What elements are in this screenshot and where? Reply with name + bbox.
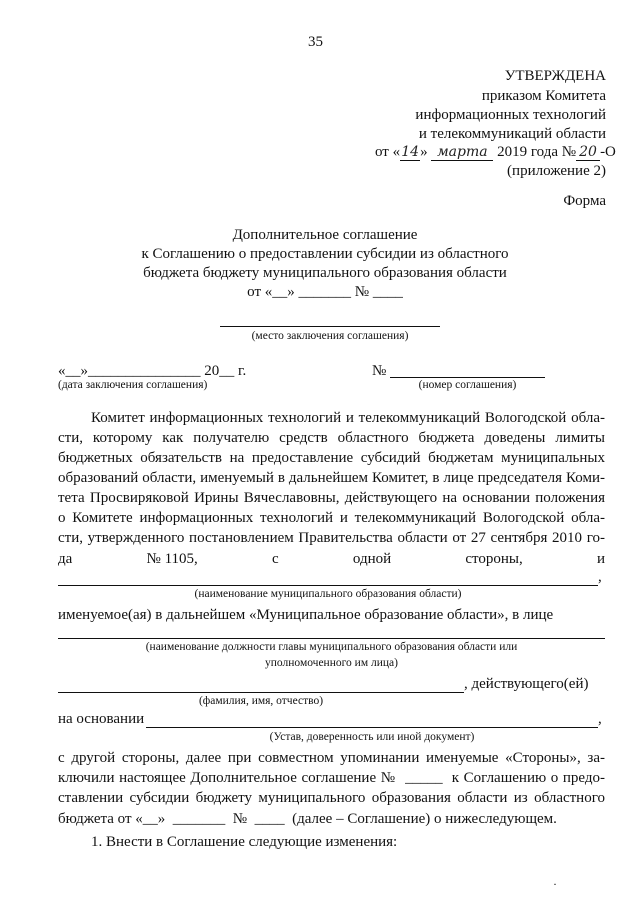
para1-line-3: бюджетных обязательств на предоставление субсидий бюджетам муниципальных: [58, 450, 605, 466]
para1-line-7: сти, утвержденного постановлением Правительства области от 27 сентября 2010 го-: [58, 530, 605, 546]
approval-line-2: информационных технологий: [415, 107, 606, 123]
conclusion-date-field: «__»_______________ 20__ г.: [58, 363, 247, 379]
order-suffix: -О: [600, 144, 616, 160]
handwritten-day: 14: [401, 144, 420, 160]
agreement-number-line: [390, 377, 545, 378]
heading-line-3: бюджета бюджету муниципального образования области: [143, 265, 507, 281]
acting-text: , действующего(ей): [464, 676, 589, 692]
fio-caption: (фамилия, имя, отчество): [198, 695, 324, 707]
basis-label: на основании: [58, 711, 145, 727]
para1-word-1: да: [58, 551, 73, 567]
agreement-number-caption: (номер соглашения): [418, 379, 517, 391]
para1-line-6: о Комитете информационных технологий и телекоммуникаций Вологодской обла-: [58, 510, 605, 526]
scan-mark: ·: [553, 877, 557, 891]
heading-line-4: от «__» _______ № ____: [247, 284, 403, 300]
basis-caption: (Устав, доверенность или иной документ): [269, 731, 475, 743]
approval-line-1: приказом Комитета: [481, 88, 606, 104]
date-year-text: 2019 года №: [497, 144, 577, 160]
municipality-caption: (наименование муниципального образования области): [194, 588, 462, 600]
approval-line-3: и телекоммуникаций области: [418, 126, 606, 142]
para1-word-3: с: [272, 551, 279, 567]
head-position-field-line: [58, 638, 605, 639]
para2-line-1: с другой стороны, далее при совместном упоминании именуемые «Стороны», за-: [58, 750, 605, 766]
basis-comma: ,: [598, 711, 602, 727]
place-caption: (место заключения соглашения): [251, 330, 409, 342]
para1-word-5: стороны,: [465, 551, 523, 567]
page-number: 35: [308, 34, 323, 50]
head-position-caption-2: уполномоченного им лица): [265, 657, 398, 669]
para1-line-5: тета Просвиряковой Ирины Вячеславовны, действующего на основании положения: [58, 490, 605, 506]
date-mid: »: [420, 144, 428, 160]
para1-word-2: № 1105,: [146, 551, 198, 567]
heading-line-1: Дополнительное соглашение: [232, 227, 418, 243]
handwritten-month: марта: [431, 144, 493, 161]
para1-word-6: и: [596, 551, 605, 567]
approval-title: УТВЕРЖДЕНА: [504, 68, 606, 84]
para1-line-1: Комитет информационных технологий и телекоммуникаций Вологодской обла-: [91, 410, 605, 426]
para1-word-4: одной: [352, 551, 392, 567]
para1-line-2: сти, которому как получателю средств областного бюджета доведены лимиты: [58, 430, 605, 446]
municipality-field-line: [58, 585, 598, 586]
form-label: Форма: [563, 193, 606, 209]
para1-line-4: образований области, именуемый в дальнейшем Комитет, в лице председателя Коми-: [58, 470, 605, 486]
para2-line-2: ключили настоящее Дополнительное соглашение № _____ к Соглашению о предо-: [58, 770, 605, 786]
named-line: именуемое(ая) в дальнейшем «Муниципальное образование области», в лице: [58, 607, 554, 623]
municipality-field-comma: ,: [598, 569, 602, 585]
item-1: 1. Внести в Соглашение следующие изменения:: [91, 834, 398, 850]
para2-line-4: бюджета от «__» _______ № ____ (далее – Соглашение) о нижеследующем.: [58, 811, 557, 827]
approval-date-line: [375, 144, 616, 161]
basis-field-line: [146, 727, 598, 728]
para1-line-8: [58, 551, 605, 568]
handwritten-order-number: 20: [576, 144, 600, 161]
head-position-caption-1: (наименование должности главы муниципального образования области или: [145, 641, 518, 653]
para2-line-3: ставлении субсидии бюджету муниципального образования области из областного: [58, 790, 605, 806]
agreement-number-label: №: [372, 363, 387, 379]
approval-appendix: (приложение 2): [507, 163, 606, 179]
heading-line-2: к Соглашению о предоставлении субсидии из областного: [141, 246, 509, 262]
place-field-line: [220, 326, 440, 327]
date-prefix: от «: [375, 144, 401, 160]
conclusion-date-caption: (дата заключения соглашения): [58, 379, 208, 391]
fio-field-line: [58, 692, 464, 693]
